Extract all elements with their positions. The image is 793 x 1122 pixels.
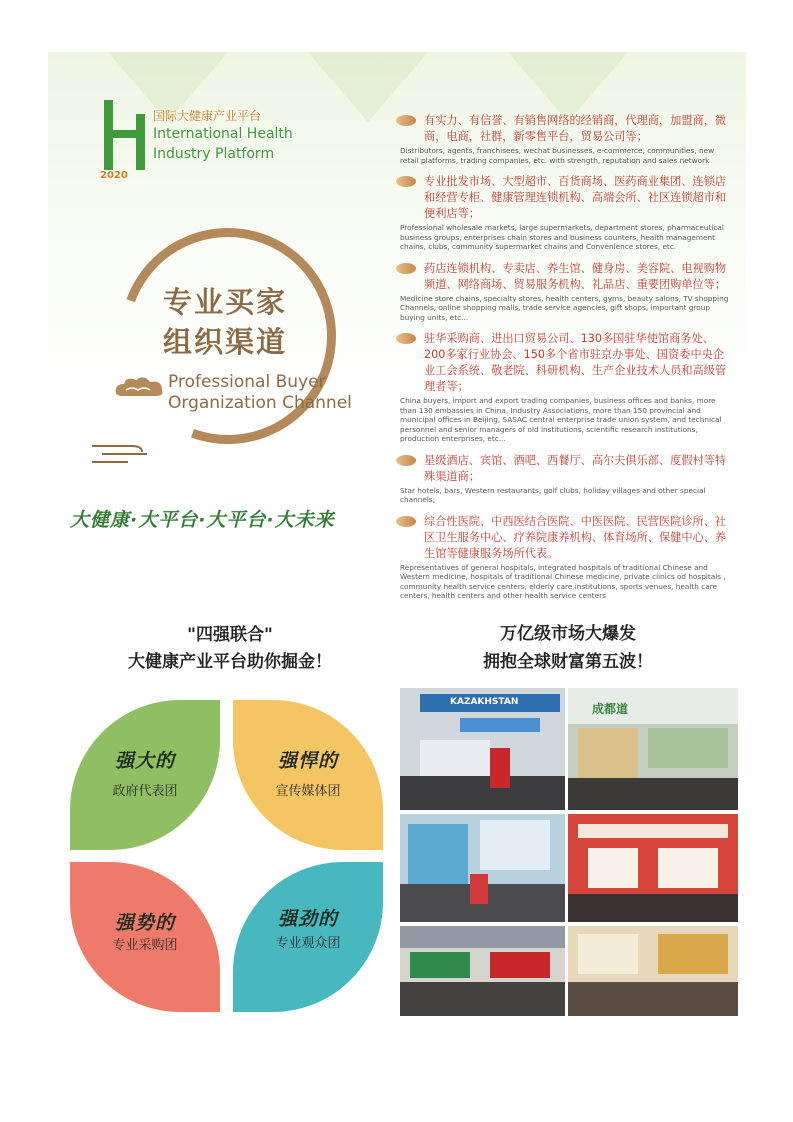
expo-photo bbox=[568, 688, 738, 810]
entry-english: Professional wholesale markets, large supermarkets, department stores, pharmaceutical business groups, enterprises chain stores and business counters, health management chains, clubs, community supermarket chains and Convenience stores, etc. bbox=[400, 223, 724, 251]
decor-triangle bbox=[308, 52, 428, 122]
list-item bbox=[400, 514, 734, 601]
list-item bbox=[400, 453, 734, 505]
auspicious-cloud-icon bbox=[112, 374, 166, 398]
logo-chinese-name: 国际大健康产业平台 bbox=[153, 109, 262, 123]
market-heading bbox=[448, 620, 688, 676]
expo-photo-grid bbox=[400, 688, 738, 1016]
entry-english: Medicine store chains, specialty stores, health centers, gyms, beauty salons, TV shopping Channels, online shopping malls, trade service agencies, gift shops, important group buying units, etc... bbox=[400, 293, 729, 322]
logo-english-name: International Health Industry Platform bbox=[153, 126, 293, 162]
alliance-heading bbox=[100, 622, 360, 676]
entry-english: China buyers, import and export trading companies, business offices and banks, more than 130 embassies in China, Industry Associations, more than 150 provincial and municipal offices in Beijing, SASAC central enterprise trade union system, and technical personnel and senior managers of old institutions, scientific research institutions, production enterprises, etc... bbox=[400, 396, 722, 443]
petal-letter: B bbox=[237, 811, 263, 853]
entry-chinese: 药店连锁机构、专卖店、养生馆、健身房、美容院、电视购物频道、网络商场、贸易服务机构、礼品店、重要团购单位等； bbox=[424, 261, 727, 291]
petal-a bbox=[70, 700, 220, 853]
entry-chinese: 星级酒店、宾馆、酒吧、西餐厅、高尔夫俱乐部、度假村等特殊渠道商； bbox=[424, 453, 727, 483]
petal-title: 强势的 bbox=[114, 912, 175, 934]
petal-subtitle: 专业观众团 bbox=[275, 936, 341, 951]
petal-subtitle: 宣传媒体团 bbox=[275, 784, 341, 799]
list-item bbox=[400, 261, 734, 323]
market-heading-line2: 拥抱全球财富第五波！ bbox=[483, 652, 653, 672]
expo-photo bbox=[568, 814, 738, 922]
petal-letter: C bbox=[188, 858, 216, 900]
list-item bbox=[400, 113, 734, 165]
petal-title: 强劲的 bbox=[277, 908, 338, 930]
expo-photo bbox=[400, 688, 565, 810]
petal-b bbox=[233, 700, 383, 853]
booth-sign: 成都道 bbox=[592, 702, 629, 716]
list-item bbox=[400, 331, 734, 444]
entry-chinese: 有实力、有信誉、有销售网络的经销商，代理商，加盟商，微商，电商，社群，新零售平台，贸易公司等； bbox=[424, 114, 727, 143]
expo-photo bbox=[400, 926, 565, 1016]
slogan: 大健康·大平台·大平台·大未来 bbox=[70, 509, 335, 531]
petal-title: 强大的 bbox=[114, 750, 175, 772]
entry-chinese: 专业批发市场、大型超市、百货商场、医药商业集团、连锁店和经营专柜、健康管理连锁机构、高端会所、社区连锁超市和便利店等； bbox=[424, 175, 727, 220]
petal-subtitle: 政府代表团 bbox=[112, 784, 178, 799]
emblem-chinese-title: 专业买家组织渠道 bbox=[163, 285, 288, 359]
buyer-channel-list bbox=[400, 113, 734, 610]
petal-letter: D bbox=[237, 858, 265, 900]
petal-title: 强悍的 bbox=[277, 750, 338, 772]
bullet-icon bbox=[396, 115, 416, 126]
expo-photo bbox=[568, 926, 738, 1016]
entry-english: Distributors, agents, franchisees, wechat businesses, e-commerce, communities, new retail platforms, trading companies, etc. with strength, reputation and sales network bbox=[400, 146, 715, 165]
petal-c bbox=[70, 858, 220, 1012]
market-heading-line1: 万亿级市场大爆发 bbox=[500, 624, 636, 644]
decor-triangle bbox=[508, 52, 628, 122]
list-item bbox=[400, 174, 734, 252]
petal-d bbox=[233, 858, 383, 1012]
entry-english: Representatives of general hospitals, integrated hospitals of traditional Chinese and Western medicine, hospitals of traditional Chinese medicine, private clinics od hospitals , community health service centers, elderly care institutions, sports venues, health care centers, health centers and other health service centers bbox=[400, 562, 726, 600]
alliance-heading-line1: "四强联合" bbox=[187, 625, 273, 645]
expo-photo bbox=[400, 814, 565, 922]
bullet-icon bbox=[396, 333, 416, 344]
decorative-lines-icon bbox=[92, 440, 152, 468]
bullet-icon bbox=[396, 455, 416, 466]
petal-subtitle: 专业采购团 bbox=[112, 938, 178, 953]
alliance-heading-line2: 大健康产业平台助你掘金！ bbox=[128, 652, 332, 672]
bullet-icon bbox=[396, 516, 416, 527]
booth-sign: KAZAKHSTAN bbox=[450, 697, 519, 707]
emblem-english-title: Professional Buyer Organization Channel bbox=[168, 372, 352, 413]
logo-year: 2020 bbox=[100, 170, 128, 181]
entry-chinese: 驻华采购商、进出口贸易公司、130多国驻华使馆商务处、200多家行业协会、150多个省市驻京办事处、国资委中央企业工会系统、敬老院、科研机构、生产企业技术人员和高级管理者等； bbox=[424, 332, 727, 393]
petal-letter: A bbox=[190, 811, 216, 853]
bullet-icon bbox=[396, 176, 416, 187]
entry-english: Star hotels, bars, Western restaurants, golf clubs, holiday villages and other special channels; bbox=[400, 485, 706, 504]
entry-chinese: 综合性医院、中西医结合医院、中医医院、民营医院诊所、社区卫生服务中心、疗养院康养机构、体育场所、保健中心、养生馆等健康服务场所代表。 bbox=[424, 514, 727, 560]
h-logo-icon bbox=[100, 100, 150, 180]
bullet-icon bbox=[396, 263, 416, 274]
